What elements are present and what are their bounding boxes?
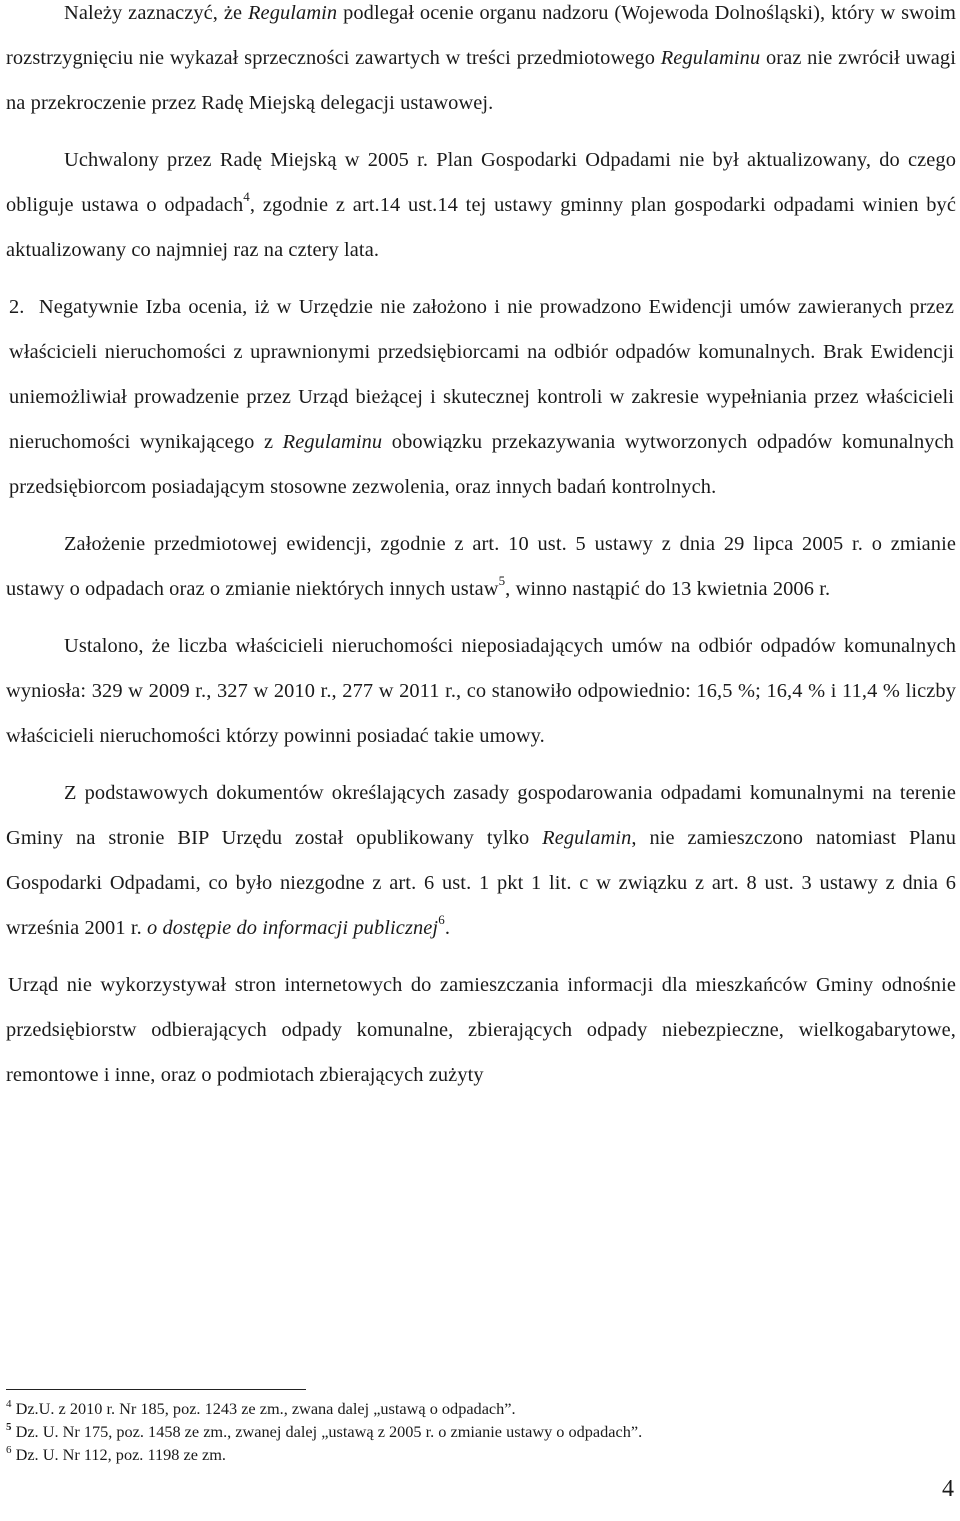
footnote-number: 6 xyxy=(6,1443,12,1456)
text: , winno nastąpić do 13 kwietnia 2006 r. xyxy=(505,578,831,600)
footnote-5 xyxy=(6,1420,946,1443)
paragraph-strony-internetowe xyxy=(6,963,956,1098)
footnote-text: Dz. U. Nr 112, poz. 1198 ze zm. xyxy=(11,1445,226,1464)
italic-regulaminu: Regulaminu xyxy=(282,431,383,453)
text: Ustalono, że liczba właścicieli nieruchomości nieposiadających umów na odbiór odpadów komunalnych wyniosła: 329 w 2009 r., 327 w 2010 r., 277 w 2011 r., co stanowiło odpowiednio: 16,5 %; 16,4 % i 11,4 % liczby właścicieli nieruchomości którzy powinni posiadać takie umowy. xyxy=(6,635,956,747)
footnotes xyxy=(6,1397,946,1466)
paragraph-ustalono-liczba xyxy=(6,624,956,759)
text: Założenie przedmiotowej ewidencji, zgodnie z art. 10 ust. 5 ustawy z dnia 29 lipca 2005 r. o zmianie ustawy o odpadach oraz o zmianie niektórych innych ustaw xyxy=(6,533,956,600)
point-number: 2. xyxy=(9,296,25,318)
footnote-ref-6[interactable]: 6 xyxy=(438,912,445,928)
footnote-4 xyxy=(6,1397,946,1420)
footnote-text: Dz.U. z 2010 r. Nr 185, poz. 1243 ze zm., zwana dalej „ustawą o odpadach”. xyxy=(11,1399,516,1418)
italic-regulamin: Regulamin xyxy=(247,2,338,24)
text: podlegał ocenie organu nadzoru (Wojewoda Dolnośląski), który w swoim rozstrzygnięciu nie wykazał sprzeczności zawartych w treści przedmiotowego xyxy=(6,2,957,69)
paragraph-point-2-ewidencja xyxy=(9,285,960,510)
footnote-text: Dz. U. Nr 175, poz. 1458 ze zm., zwanej dalej „ustawą z 2005 r. o zmianie ustawy o odpadach”. xyxy=(11,1422,643,1441)
italic-ustawa-title: o dostępie do informacji publicznej xyxy=(147,917,439,939)
text: Należy zaznaczyć, że xyxy=(64,2,248,24)
footnote-ref-5[interactable]: 5 xyxy=(498,573,506,589)
footnote-separator xyxy=(6,1389,306,1390)
text: , zgodnie z art.14 ust.14 tej ustawy gminny plan gospodarki odpadami winien być aktualizowany co najmniej raz na cztery lata. xyxy=(6,194,956,261)
page-number: 4 xyxy=(942,1476,954,1502)
text: oraz nie zwrócił uwagi na przekroczenie przez Radę Miejską delegacji ustawowej. xyxy=(6,47,956,114)
footnote-6 xyxy=(6,1443,946,1466)
italic-regulamin: Regulamin xyxy=(542,827,632,849)
text: Uchwalony przez Radę Miejską w 2005 r. Plan Gospodarki Odpadami nie był aktualizowany, do czego obliguje ustawa o odpadach xyxy=(6,149,956,216)
italic-regulaminu: Regulaminu xyxy=(660,47,761,69)
text: , nie zamieszczono natomiast Planu Gospodarki Odpadami, co było niezgodne z art. 6 ust. 1 pkt 1 lit. c w związku z art. 8 ust. 3 ustawy z dnia 6 września 2001 r. xyxy=(6,827,956,939)
paragraph-regulamin-nadzor xyxy=(6,0,956,126)
text: Negatywnie Izba ocenia, iż w Urzędzie nie założono i nie prowadzono Ewidencji umów zawieranych przez właścicieli nieruchomości z uprawnionymi przedsiębiorcami na odbiór odpadów komunalnych. Brak Ewidencji uniemożliwiał prowadzenie przez Urząd bieżącej i skutecznej kontroli w zakresie wypełniania przez właścicieli nieruchomości wynikającego z xyxy=(9,296,960,453)
text: obowiązku przekazywania wytworzonych odpadów komunalnych przedsiębiorcom posiadającym stosowne zezwolenia, oraz innych badań kontrolnych. xyxy=(9,431,954,498)
paragraph-zalozenie-ewidencji xyxy=(6,522,956,612)
document-body xyxy=(6,0,960,1098)
paragraph-bip-dokumenty xyxy=(6,771,956,951)
text: Z podstawowych dokumentów określających zasady gospodarowania odpadami komunalnymi na terenie Gminy na stronie BIP Urzędu został opublikowany tylko xyxy=(6,782,956,849)
footnote-number: 4 xyxy=(6,1397,12,1410)
footnote-ref-4[interactable]: 4 xyxy=(243,189,250,205)
paragraph-plan-gospodarki xyxy=(6,138,956,273)
text: . xyxy=(444,917,451,939)
footnote-number: 5 xyxy=(6,1420,12,1433)
text: Urząd nie wykorzystywał stron internetowych do zamieszczania informacji dla mieszkańców Gminy odnośnie przedsiębiorstw odbierających odpady komunalne, zbierających odpady niebezpieczne, wielkogabarytowe, remontowe i inne, oraz o podmiotach zbierających zużyty xyxy=(6,974,956,1086)
